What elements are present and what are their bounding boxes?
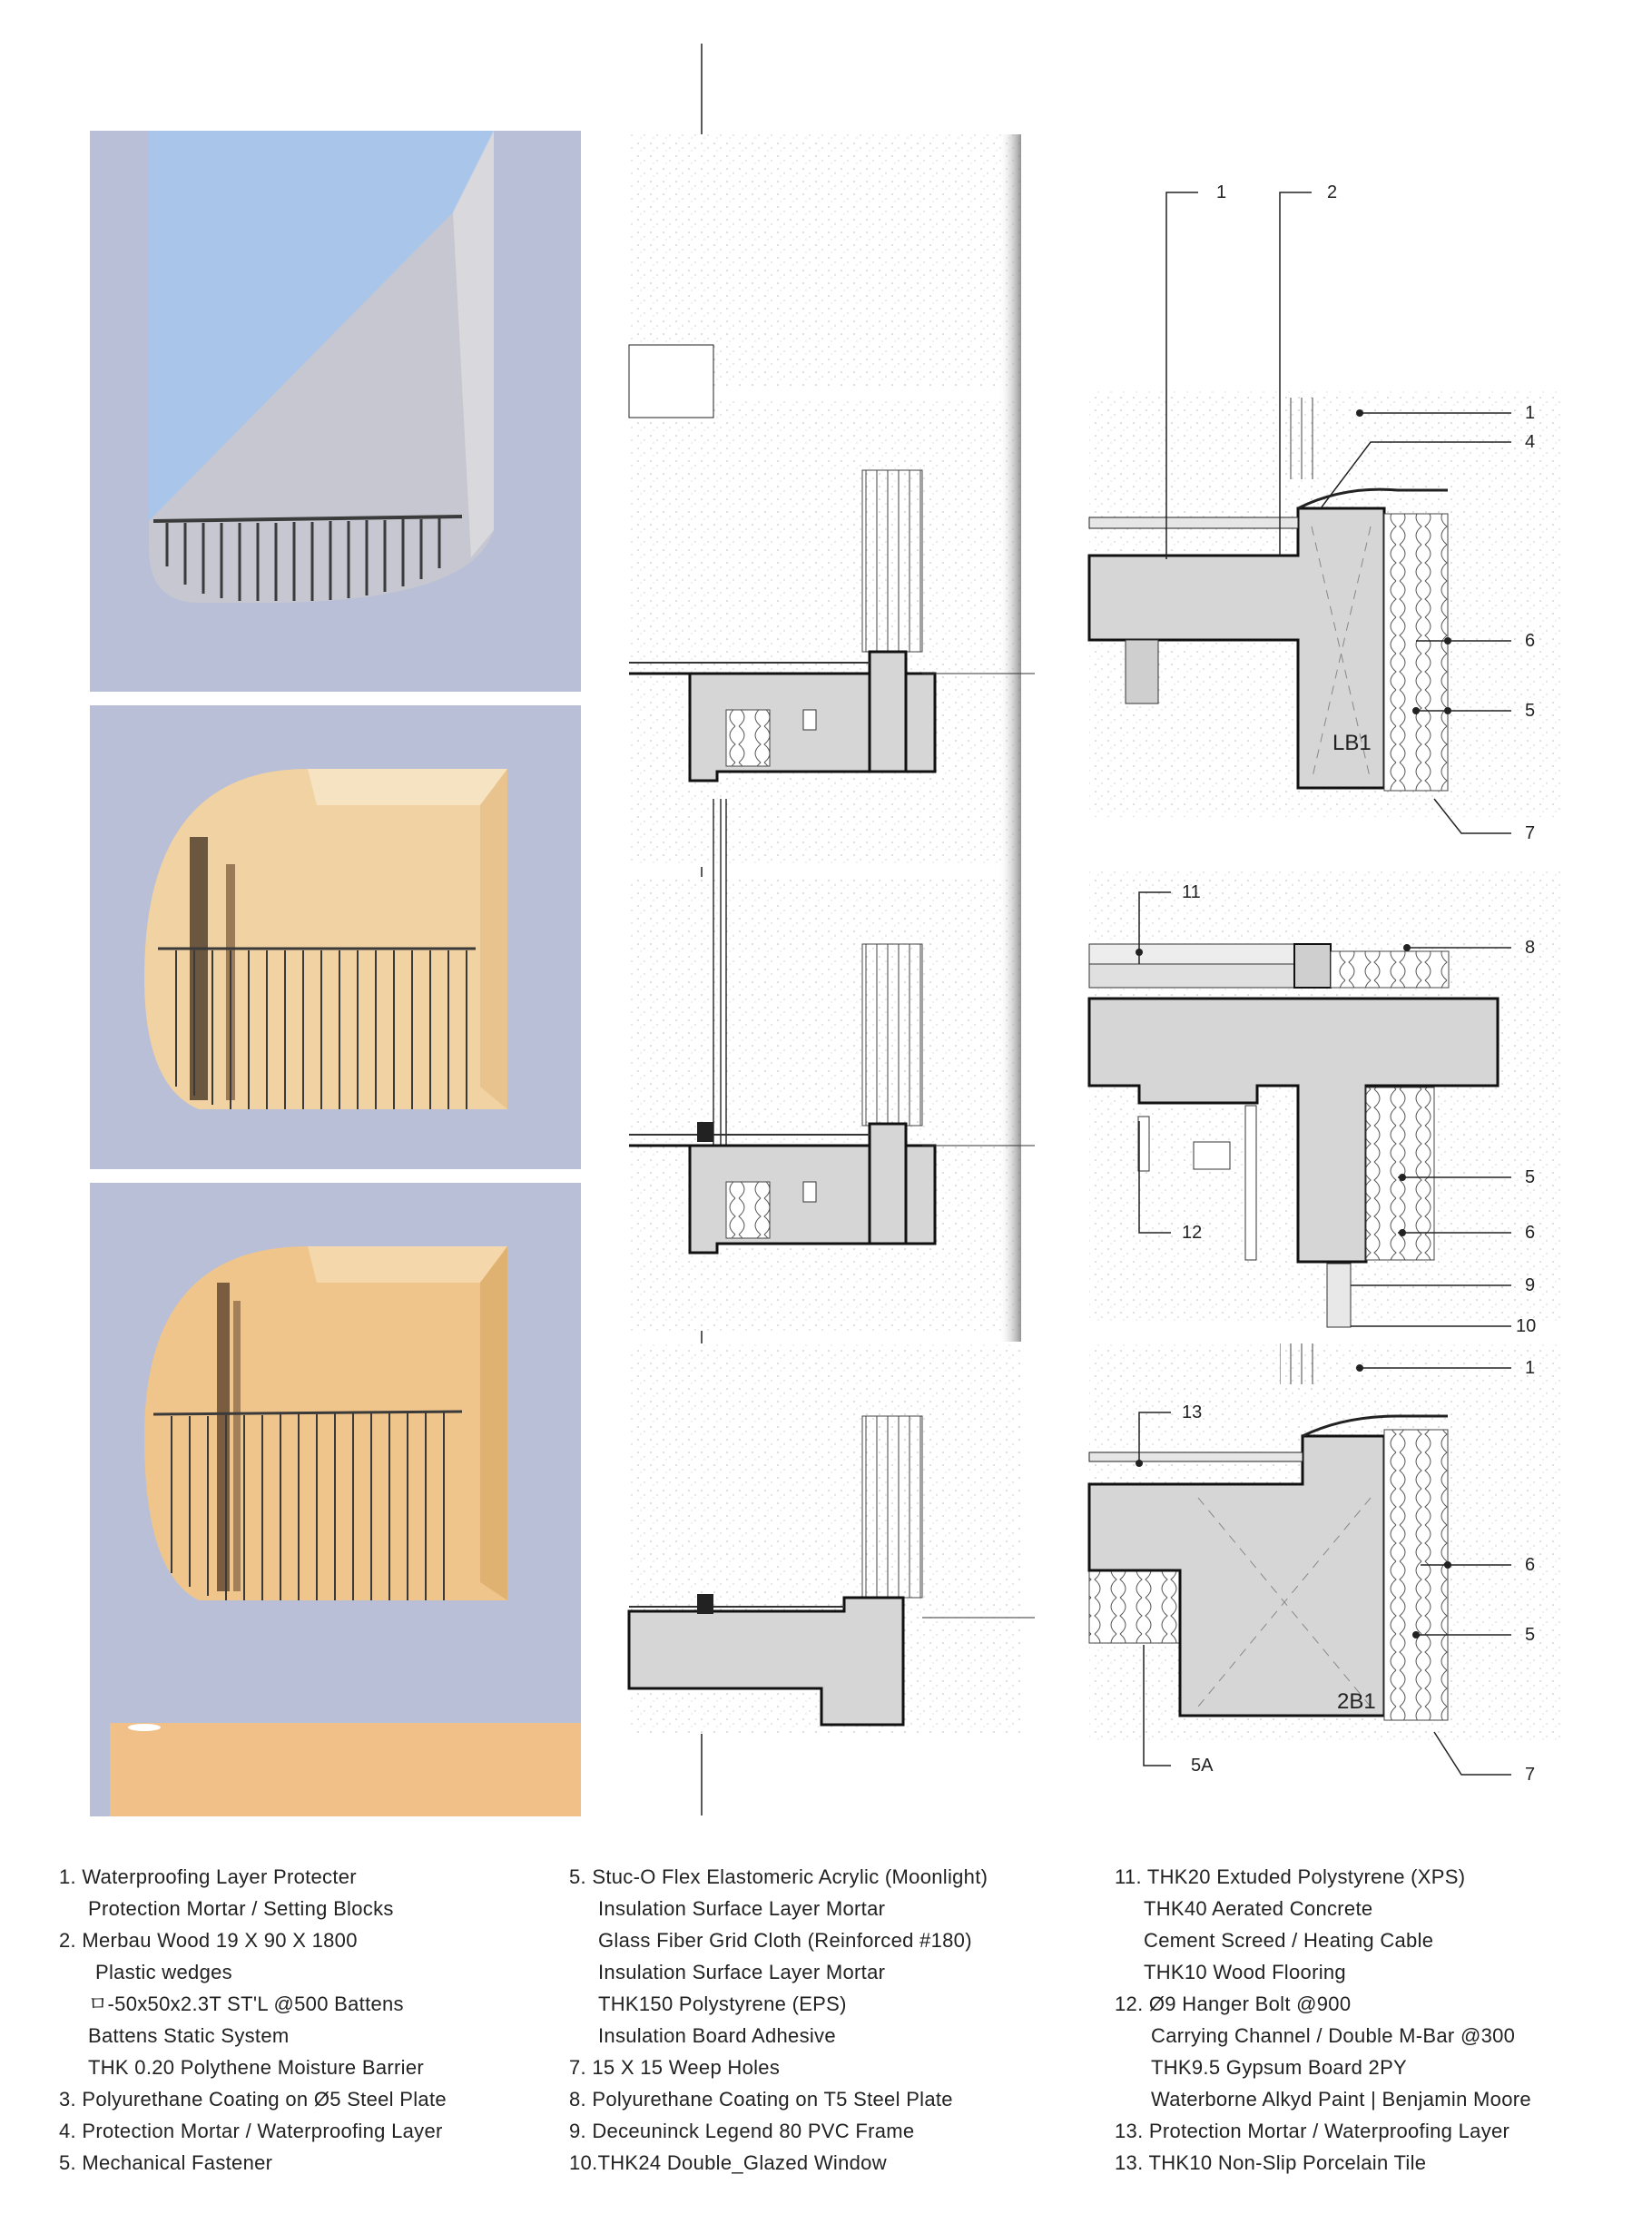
legend-item: Carrying Channel / Double M-Bar @300 (1151, 2024, 1516, 2047)
callout-d3-7: 7 (1525, 1765, 1536, 1785)
callout-d3-5: 5 (1525, 1625, 1536, 1645)
legend-item: 11. THK20 Extuded Polystyrene (XPS) (1115, 1865, 1466, 1888)
legend-item: Insulation Board Adhesive (598, 2024, 836, 2047)
legend-item: Waterborne Alkyd Paint | Benjamin Moore (1151, 2088, 1531, 2111)
legend-item: Insulation Surface Layer Mortar (598, 1897, 886, 1920)
detail-2 (1089, 870, 1561, 1336)
callout-d1-1: 1 (1216, 182, 1227, 202)
legend-item: 4. Protection Mortar / Waterproofing Layer (59, 2120, 443, 2142)
callout-d2-11: 11 (1182, 882, 1201, 902)
legend-column-2 (569, 1861, 988, 2179)
beam-label-2b1: 2B1 (1337, 1689, 1376, 1714)
legend-item: 7. 15 X 15 Weep Holes (569, 2056, 781, 2079)
legend-item: THK150 Polystyrene (EPS) (598, 1993, 847, 2015)
legend-item: 1. Waterproofing Layer Protecter (59, 1865, 357, 1888)
legend-column-1 (59, 1861, 447, 2179)
legend-item: 9. Deceuninck Legend 80 PVC Frame (569, 2120, 915, 2142)
legend-item: Cement Screed / Heating Cable (1144, 1929, 1434, 1952)
legend-item: 5. Mechanical Fastener (59, 2151, 273, 2174)
callout-d1-4: 4 (1525, 432, 1536, 452)
legend-item: 13. THK10 Non-Slip Porcelain Tile (1115, 2151, 1427, 2174)
callout-d1-6: 6 (1525, 631, 1536, 651)
legend-column-3 (1115, 1861, 1531, 2179)
callout-d1-7: 7 (1525, 823, 1536, 843)
callout-d3-13: 13 (1182, 1402, 1203, 1422)
legend-item: 3. Polyurethane Coating on Ø5 Steel Plate (59, 2088, 447, 2111)
legend-item: THK10 Wood Flooring (1144, 1961, 1346, 1983)
callout-d2-12: 12 (1182, 1223, 1203, 1243)
detail-1 (1089, 182, 1561, 843)
legend-item: THK 0.20 Polythene Moisture Barrier (88, 2056, 424, 2079)
legend-item: 2. Merbau Wood 19 X 90 X 1800 (59, 1929, 358, 1952)
legend-item: 12. Ø9 Hanger Bolt @900 (1115, 1993, 1352, 2015)
legend-item: THK40 Aerated Concrete (1144, 1897, 1373, 1920)
legend-item: 5. Stuc-O Flex Elastomeric Acrylic (Moonlight) (569, 1865, 988, 1888)
legend-item: Battens Static System (88, 2024, 290, 2047)
wall-section (629, 44, 1035, 1815)
callout-d3-6: 6 (1525, 1555, 1536, 1575)
callout-d2-8: 8 (1525, 938, 1536, 958)
callout-d1-2: 2 (1327, 182, 1338, 202)
legend-item: Insulation Surface Layer Mortar (598, 1961, 886, 1983)
legend-item: THK9.5 Gypsum Board 2PY (1151, 2056, 1408, 2079)
callout-d2-10: 10 (1516, 1316, 1537, 1336)
callout-d3-1: 1 (1525, 1358, 1536, 1378)
legend-item: ㅁ-50x50x2.3T ST'L @500 Battens (88, 1993, 404, 2015)
callout-d2-6: 6 (1525, 1223, 1536, 1243)
callout-d2-9: 9 (1525, 1275, 1536, 1295)
legend-item: Protection Mortar / Setting Blocks (88, 1897, 394, 1920)
callout-d3-5a: 5A (1191, 1756, 1214, 1776)
detail-3 (1089, 1343, 1561, 1785)
legend-item: 10.THK24 Double_Glazed Window (569, 2151, 887, 2174)
callout-d1-5: 5 (1525, 701, 1536, 721)
beam-label-lb1: LB1 (1332, 731, 1372, 755)
legend-item: 13. Protection Mortar / Waterproofing Layer (1115, 2120, 1510, 2142)
legend-item: 8. Polyurethane Coating on T5 Steel Plate (569, 2088, 953, 2111)
callout-d1-1b: 1 (1525, 403, 1536, 423)
callout-d2-5: 5 (1525, 1167, 1536, 1187)
legend-item: Plastic wedges (95, 1961, 232, 1983)
legend-item: Glass Fiber Grid Cloth (Reinforced #180) (598, 1929, 972, 1952)
